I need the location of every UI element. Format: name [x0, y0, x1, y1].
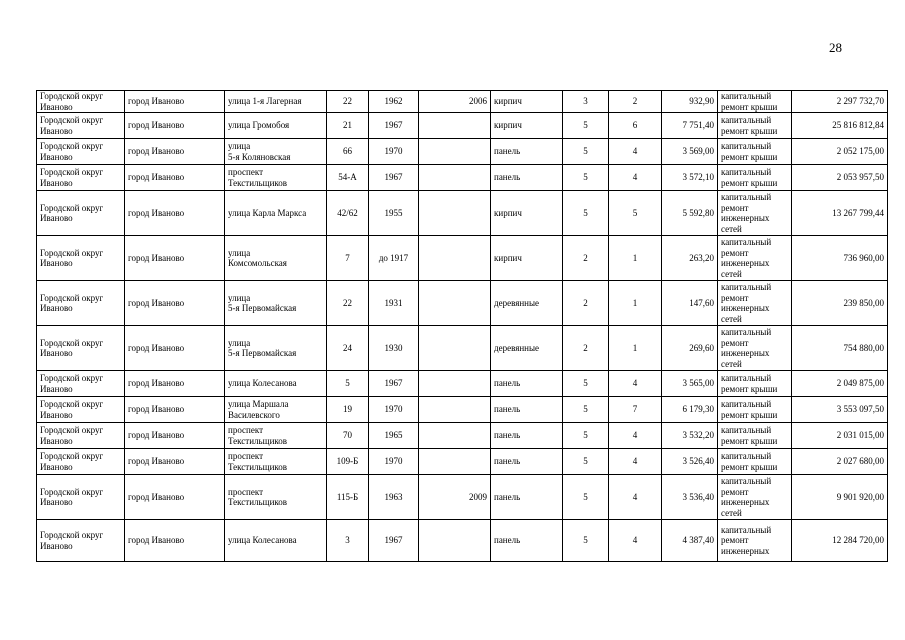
year-repair-cell	[419, 165, 491, 191]
cost-cell: 25 816 812,84	[792, 113, 888, 139]
work-type-cell: капитальный ремонт инженерных сетей	[718, 191, 792, 236]
work-type-cell: капитальный ремонт крыши	[718, 165, 792, 191]
year-repair-cell	[419, 397, 491, 423]
year-built-cell: 1970	[369, 139, 419, 165]
city-cell: город Иваново	[125, 397, 225, 423]
floors-cell: 5	[563, 371, 609, 397]
street-cell: улица 5-я Первомайская	[225, 281, 327, 326]
wall-material-cell: панель	[491, 449, 563, 475]
cost-cell: 9 901 920,00	[792, 475, 888, 520]
district-cell: Городской округ Иваново	[37, 113, 125, 139]
year-built-cell: 1970	[369, 449, 419, 475]
city-cell: город Иваново	[125, 91, 225, 113]
wall-material-cell: панель	[491, 139, 563, 165]
table-row	[37, 371, 888, 397]
work-type-cell: капитальный ремонт крыши	[718, 449, 792, 475]
table-row	[37, 91, 888, 113]
area-cell: 147,60	[662, 281, 718, 326]
table-row	[37, 520, 888, 562]
house-number-cell: 66	[327, 139, 369, 165]
house-number-cell: 24	[327, 326, 369, 371]
table-row	[37, 397, 888, 423]
cost-cell: 2 053 957,50	[792, 165, 888, 191]
year-repair-cell	[419, 423, 491, 449]
year-repair-cell	[419, 371, 491, 397]
district-cell: Городской округ Иваново	[37, 371, 125, 397]
floors-cell: 5	[563, 113, 609, 139]
area-cell: 932,90	[662, 91, 718, 113]
district-cell: Городской округ Иваново	[37, 397, 125, 423]
year-built-cell: 1963	[369, 475, 419, 520]
wall-material-cell: деревянные	[491, 281, 563, 326]
cost-cell: 3 553 097,50	[792, 397, 888, 423]
work-type-cell: капитальный ремонт инженерных сетей	[718, 281, 792, 326]
area-cell: 3 569,00	[662, 139, 718, 165]
city-cell: город Иваново	[125, 423, 225, 449]
table-row	[37, 191, 888, 236]
wall-material-cell: панель	[491, 397, 563, 423]
floors-cell: 5	[563, 449, 609, 475]
city-cell: город Иваново	[125, 165, 225, 191]
floors-cell: 5	[563, 520, 609, 562]
work-type-cell: капитальный ремонт инженерных	[718, 520, 792, 562]
work-type-cell: капитальный ремонт крыши	[718, 139, 792, 165]
house-number-cell: 115-Б	[327, 475, 369, 520]
year-built-cell: 1967	[369, 520, 419, 562]
wall-material-cell: панель	[491, 165, 563, 191]
house-number-cell: 3	[327, 520, 369, 562]
entrances-cell: 6	[609, 113, 662, 139]
house-number-cell: 7	[327, 236, 369, 281]
house-number-cell: 19	[327, 397, 369, 423]
entrances-cell: 7	[609, 397, 662, 423]
street-cell: проспект Текстильщиков	[225, 449, 327, 475]
wall-material-cell: панель	[491, 423, 563, 449]
area-cell: 3 572,10	[662, 165, 718, 191]
year-built-cell: 1967	[369, 113, 419, 139]
district-cell: Городской округ Иваново	[37, 475, 125, 520]
entrances-cell: 4	[609, 371, 662, 397]
year-repair-cell	[419, 113, 491, 139]
entrances-cell: 4	[609, 423, 662, 449]
floors-cell: 2	[563, 236, 609, 281]
house-number-cell: 42/62	[327, 191, 369, 236]
entrances-cell: 4	[609, 449, 662, 475]
year-built-cell: 1967	[369, 165, 419, 191]
entrances-cell: 5	[609, 191, 662, 236]
entrances-cell: 1	[609, 326, 662, 371]
wall-material-cell: кирпич	[491, 91, 563, 113]
year-repair-cell	[419, 236, 491, 281]
house-number-cell: 21	[327, 113, 369, 139]
area-cell: 269,60	[662, 326, 718, 371]
cost-cell: 2 297 732,70	[792, 91, 888, 113]
street-cell: улица Громобоя	[225, 113, 327, 139]
house-number-cell: 54-А	[327, 165, 369, 191]
year-built-cell: 1962	[369, 91, 419, 113]
table-row	[37, 326, 888, 371]
street-cell: улица Маршала Василевского	[225, 397, 327, 423]
street-cell: улица Колесанова	[225, 520, 327, 562]
year-repair-cell	[419, 281, 491, 326]
cost-cell: 239 850,00	[792, 281, 888, 326]
street-cell: улица Колесанова	[225, 371, 327, 397]
table-row	[37, 423, 888, 449]
entrances-cell: 1	[609, 281, 662, 326]
work-type-cell: капитальный ремонт инженерных сетей	[718, 475, 792, 520]
city-cell: город Иваново	[125, 139, 225, 165]
district-cell: Городской округ Иваново	[37, 191, 125, 236]
year-repair-cell	[419, 191, 491, 236]
district-cell: Городской округ Иваново	[37, 139, 125, 165]
city-cell: город Иваново	[125, 236, 225, 281]
entrances-cell: 4	[609, 475, 662, 520]
district-cell: Городской округ Иваново	[37, 449, 125, 475]
area-cell: 7 751,40	[662, 113, 718, 139]
street-cell: улица Комсомольская	[225, 236, 327, 281]
year-built-cell: до 1917	[369, 236, 419, 281]
floors-cell: 5	[563, 191, 609, 236]
cost-cell: 2 027 680,00	[792, 449, 888, 475]
entrances-cell: 4	[609, 520, 662, 562]
street-cell: улица 1-я Лагерная	[225, 91, 327, 113]
city-cell: город Иваново	[125, 449, 225, 475]
table-row	[37, 449, 888, 475]
street-cell: проспект Текстильщиков	[225, 475, 327, 520]
city-cell: город Иваново	[125, 520, 225, 562]
entrances-cell: 2	[609, 91, 662, 113]
cost-cell: 2 052 175,00	[792, 139, 888, 165]
district-cell: Городской округ Иваново	[37, 520, 125, 562]
table-row	[37, 475, 888, 520]
year-built-cell: 1955	[369, 191, 419, 236]
area-cell: 3 532,20	[662, 423, 718, 449]
area-cell: 6 179,30	[662, 397, 718, 423]
year-repair-cell	[419, 520, 491, 562]
city-cell: город Иваново	[125, 326, 225, 371]
floors-cell: 5	[563, 139, 609, 165]
district-cell: Городской округ Иваново	[37, 423, 125, 449]
entrances-cell: 4	[609, 165, 662, 191]
year-built-cell: 1931	[369, 281, 419, 326]
year-built-cell: 1965	[369, 423, 419, 449]
wall-material-cell: панель	[491, 475, 563, 520]
area-cell: 3 536,40	[662, 475, 718, 520]
cost-cell: 13 267 799,44	[792, 191, 888, 236]
wall-material-cell: кирпич	[491, 191, 563, 236]
house-number-cell: 22	[327, 91, 369, 113]
district-cell: Городской округ Иваново	[37, 236, 125, 281]
city-cell: город Иваново	[125, 113, 225, 139]
year-repair-cell	[419, 449, 491, 475]
work-type-cell: капитальный ремонт инженерных сетей	[718, 326, 792, 371]
wall-material-cell: деревянные	[491, 326, 563, 371]
district-cell: Городской округ Иваново	[37, 91, 125, 113]
cost-cell: 2 049 875,00	[792, 371, 888, 397]
area-cell: 263,20	[662, 236, 718, 281]
area-cell: 5 592,80	[662, 191, 718, 236]
wall-material-cell: панель	[491, 371, 563, 397]
table-body	[37, 91, 888, 562]
district-cell: Городской округ Иваново	[37, 326, 125, 371]
year-built-cell: 1930	[369, 326, 419, 371]
floors-cell: 5	[563, 423, 609, 449]
table-row	[37, 236, 888, 281]
city-cell: город Иваново	[125, 371, 225, 397]
work-type-cell: капитальный ремонт крыши	[718, 423, 792, 449]
work-type-cell: капитальный ремонт крыши	[718, 371, 792, 397]
year-repair-cell: 2006	[419, 91, 491, 113]
floors-cell: 3	[563, 91, 609, 113]
floors-cell: 2	[563, 326, 609, 371]
cost-cell: 736 960,00	[792, 236, 888, 281]
street-cell: проспект Текстильщиков	[225, 423, 327, 449]
house-number-cell: 22	[327, 281, 369, 326]
year-repair-cell	[419, 326, 491, 371]
year-built-cell: 1967	[369, 371, 419, 397]
year-built-cell: 1970	[369, 397, 419, 423]
floors-cell: 2	[563, 281, 609, 326]
street-cell: проспект Текстильщиков	[225, 165, 327, 191]
wall-material-cell: кирпич	[491, 113, 563, 139]
year-repair-cell: 2009	[419, 475, 491, 520]
wall-material-cell: кирпич	[491, 236, 563, 281]
house-number-cell: 70	[327, 423, 369, 449]
district-cell: Городской округ Иваново	[37, 281, 125, 326]
wall-material-cell: панель	[491, 520, 563, 562]
street-cell: улица Карла Маркса	[225, 191, 327, 236]
work-type-cell: капитальный ремонт инженерных сетей	[718, 236, 792, 281]
area-cell: 4 387,40	[662, 520, 718, 562]
entrances-cell: 4	[609, 139, 662, 165]
year-repair-cell	[419, 139, 491, 165]
floors-cell: 5	[563, 475, 609, 520]
area-cell: 3 565,00	[662, 371, 718, 397]
work-type-cell: капитальный ремонт крыши	[718, 113, 792, 139]
table-row	[37, 139, 888, 165]
page-number: 28	[829, 40, 842, 55]
house-number-cell: 109-Б	[327, 449, 369, 475]
street-cell: улица 5-я Первомайская	[225, 326, 327, 371]
floors-cell: 5	[563, 397, 609, 423]
work-type-cell: капитальный ремонт крыши	[718, 91, 792, 113]
street-cell: улица 5-я Коляновская	[225, 139, 327, 165]
table-row	[37, 113, 888, 139]
city-cell: город Иваново	[125, 281, 225, 326]
work-type-cell: капитальный ремонт крыши	[718, 397, 792, 423]
district-cell: Городской округ Иваново	[37, 165, 125, 191]
city-cell: город Иваново	[125, 475, 225, 520]
table-row	[37, 281, 888, 326]
entrances-cell: 1	[609, 236, 662, 281]
repair-table	[36, 90, 888, 562]
house-number-cell: 5	[327, 371, 369, 397]
floors-cell: 5	[563, 165, 609, 191]
city-cell: город Иваново	[125, 191, 225, 236]
area-cell: 3 526,40	[662, 449, 718, 475]
cost-cell: 12 284 720,00	[792, 520, 888, 562]
table-row	[37, 165, 888, 191]
cost-cell: 754 880,00	[792, 326, 888, 371]
cost-cell: 2 031 015,00	[792, 423, 888, 449]
